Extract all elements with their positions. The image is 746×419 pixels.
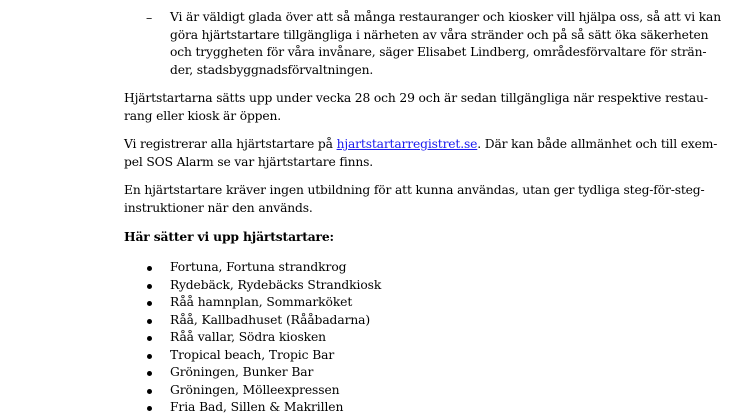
paragraph-line: Hjärtstartarna sätts upp under vecka 28 och 29 och är sedan tillgängliga när respektive restau- [124, 91, 708, 105]
bullet-icon [147, 284, 152, 289]
registry-text-after: . Där kan både allmänhet och till exem- [477, 137, 718, 151]
list-item-text: Råå hamnplan, Sommarköket [170, 295, 353, 309]
quote-line: göra hjärtstartare tillgängliga i närheten av våra stränder och på så sätt öka säkerheten [170, 27, 709, 42]
locations-heading [124, 228, 654, 246]
section-heading: Här sätter vi upp hjärtstartare: [124, 229, 334, 244]
list-item-text: Fortuna, Fortuna strandkrog [170, 260, 347, 274]
list-item-text: Råå vallar, Södra kiosken [170, 330, 326, 344]
registry-link[interactable]: hjartstartarregistret.se [336, 137, 478, 151]
list-item-text: Gröningen, Bunker Bar [170, 365, 314, 379]
quote-line: och tryggheten för våra invånare, säger Elisabet Lindberg, områdesförvaltare för strän- [170, 45, 707, 59]
bullet-icon [147, 354, 152, 359]
paragraph-line: instruktioner när den används. [124, 200, 313, 215]
bullet-icon [147, 266, 152, 271]
bullet-icon [147, 371, 152, 376]
list-item-text: Råå, Kallbadhuset (Rååbadarna) [170, 312, 371, 327]
bullet-icon [147, 319, 152, 324]
paragraph-training [124, 182, 705, 217]
list-item-text: Rydebäck, Rydebäcks Strandkiosk [170, 277, 382, 292]
quote-text [170, 9, 721, 79]
quote-line: der, stadsbyggnadsförvaltningen. [170, 62, 374, 77]
dash-marker: – [146, 10, 153, 25]
paragraph-line: rang eller kiosk är öppen. [124, 108, 282, 123]
bullet-icon [147, 336, 152, 341]
bullet-icon [147, 406, 152, 411]
paragraph-line: pel SOS Alarm se var hjärtstartare finns. [124, 154, 374, 169]
paragraph-line [124, 136, 718, 154]
quote-line: Vi är väldigt glada över att så många restauranger och kiosker vill hjälpa oss, så att vi kan [170, 10, 721, 24]
bullet-icon [147, 389, 152, 394]
paragraph-registry [124, 136, 718, 171]
list-item-text: Fria Bad, Sillen & Makrillen [170, 400, 344, 414]
paragraph-schedule [124, 90, 708, 125]
list-item-text: Tropical beach, Tropic Bar [170, 347, 335, 362]
paragraph-line: En hjärtstartare kräver ingen utbildning för att kunna användas, utan ger tydliga steg-för-steg- [124, 183, 705, 197]
list-item-text: Gröningen, Mölleexpressen [170, 382, 340, 397]
bullet-icon [147, 301, 152, 306]
registry-text-before: Vi registrerar alla hjärtstartare på [124, 137, 337, 151]
